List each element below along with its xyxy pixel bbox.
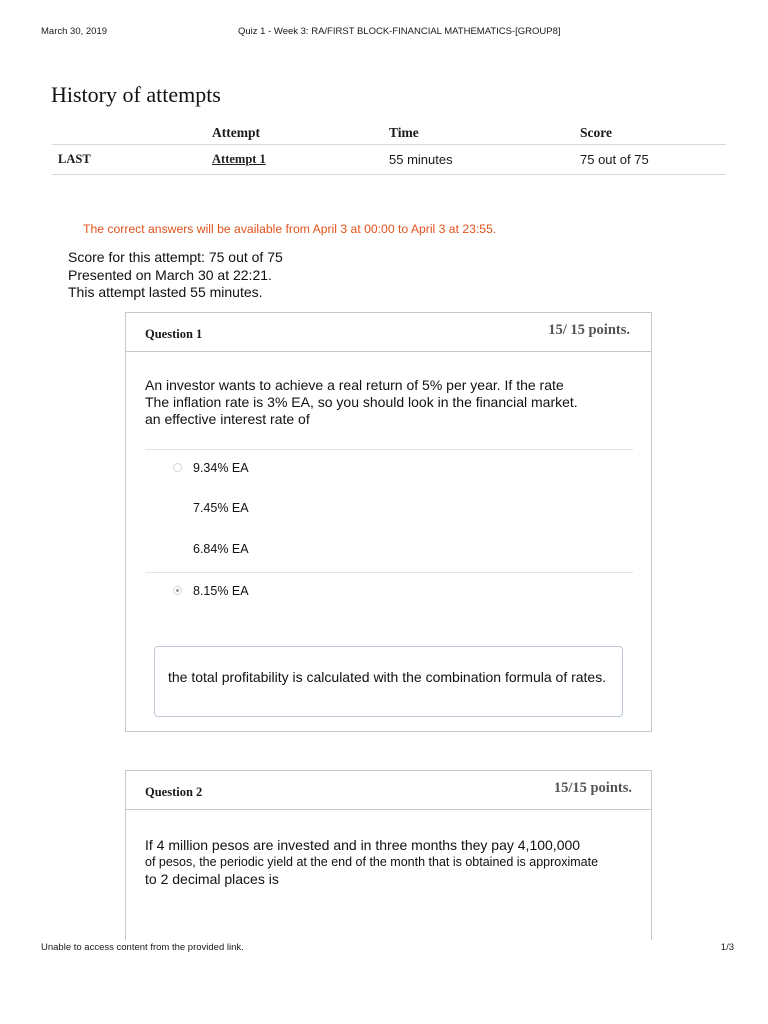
question-text (145, 377, 578, 428)
radio-button-checked[interactable] (173, 586, 182, 595)
question-text-line: The inflation rate is 3% EA, so you should look in the financial market. (145, 394, 578, 410)
attempt-duration: This attempt lasted 55 minutes. (68, 284, 263, 300)
question-text (145, 837, 598, 888)
question-text-line: to 2 decimal places is (145, 871, 279, 887)
question-points: 15/ 15 points. (548, 322, 630, 338)
attempt-time: 55 minutes (389, 144, 580, 174)
page-number: 1/3 (720, 942, 734, 953)
attempt-score-summary: Score for this attempt: 75 out of 75 (68, 249, 283, 265)
question-text-line: of pesos, the periodic yield at the end of the month that is obtained is approximate (145, 855, 599, 869)
print-date: March 30, 2019 (41, 26, 108, 37)
question-card (125, 770, 652, 940)
question-text-line: an effective interest rate of (145, 411, 310, 427)
answer-option-selected[interactable] (145, 572, 633, 613)
question-label: Question 1 (145, 327, 203, 341)
attempt-presented-date: Presented on March 30 at 22:21. (68, 266, 272, 283)
attempt-link[interactable]: Attempt 1 (212, 152, 266, 166)
answer-option[interactable] (145, 531, 633, 572)
attempts-table-header (52, 118, 726, 144)
question-text-line: If 4 million pesos are invested and in three months they pay 4,100,000 (145, 837, 581, 853)
answer-option[interactable] (145, 449, 633, 490)
answer-label: 7.45% EA (193, 501, 249, 515)
answer-list (145, 449, 633, 613)
answer-label: 6.84% EA (193, 542, 249, 556)
attempts-table (52, 118, 726, 175)
column-header-score: Score (580, 118, 726, 144)
attempt-summary (68, 249, 283, 302)
print-page-title: Quiz 1 - Week 3: RA/FIRST BLOCK-FINANCIAL MATHEMATICS-[GROUP8] (238, 26, 561, 37)
answer-label: 9.34% EA (193, 461, 249, 475)
question-header (126, 313, 651, 352)
column-header-time: Time (389, 118, 580, 144)
answer-explanation: the total profitability is calculated with the combination formula of rates. (154, 646, 623, 717)
answer-option[interactable] (145, 490, 633, 531)
correct-answers-notice: The correct answers will be available from April 3 at 00:00 to April 3 at 23:55. (83, 222, 497, 236)
attempt-row-label: LAST (52, 144, 212, 174)
question-card (125, 312, 652, 732)
radio-button[interactable] (173, 463, 182, 472)
attempt-score: 75 out of 75 (580, 144, 726, 174)
question-points: 15/15 points. (553, 780, 632, 796)
print-header (41, 26, 728, 38)
column-header-attempt: Attempt (212, 118, 389, 144)
question-text-line: An investor wants to achieve a real return of 5% per year. If the rate (145, 377, 564, 393)
answer-label: 8.15% EA (193, 584, 249, 598)
table-row (52, 144, 726, 174)
print-footer (41, 942, 734, 954)
question-label: Question 2 (145, 785, 203, 799)
column-header-blank (52, 118, 212, 144)
history-title: History of attempts (51, 82, 221, 107)
question-header (126, 771, 651, 810)
print-footer-url: Unable to access content from the provided link. (41, 942, 244, 953)
